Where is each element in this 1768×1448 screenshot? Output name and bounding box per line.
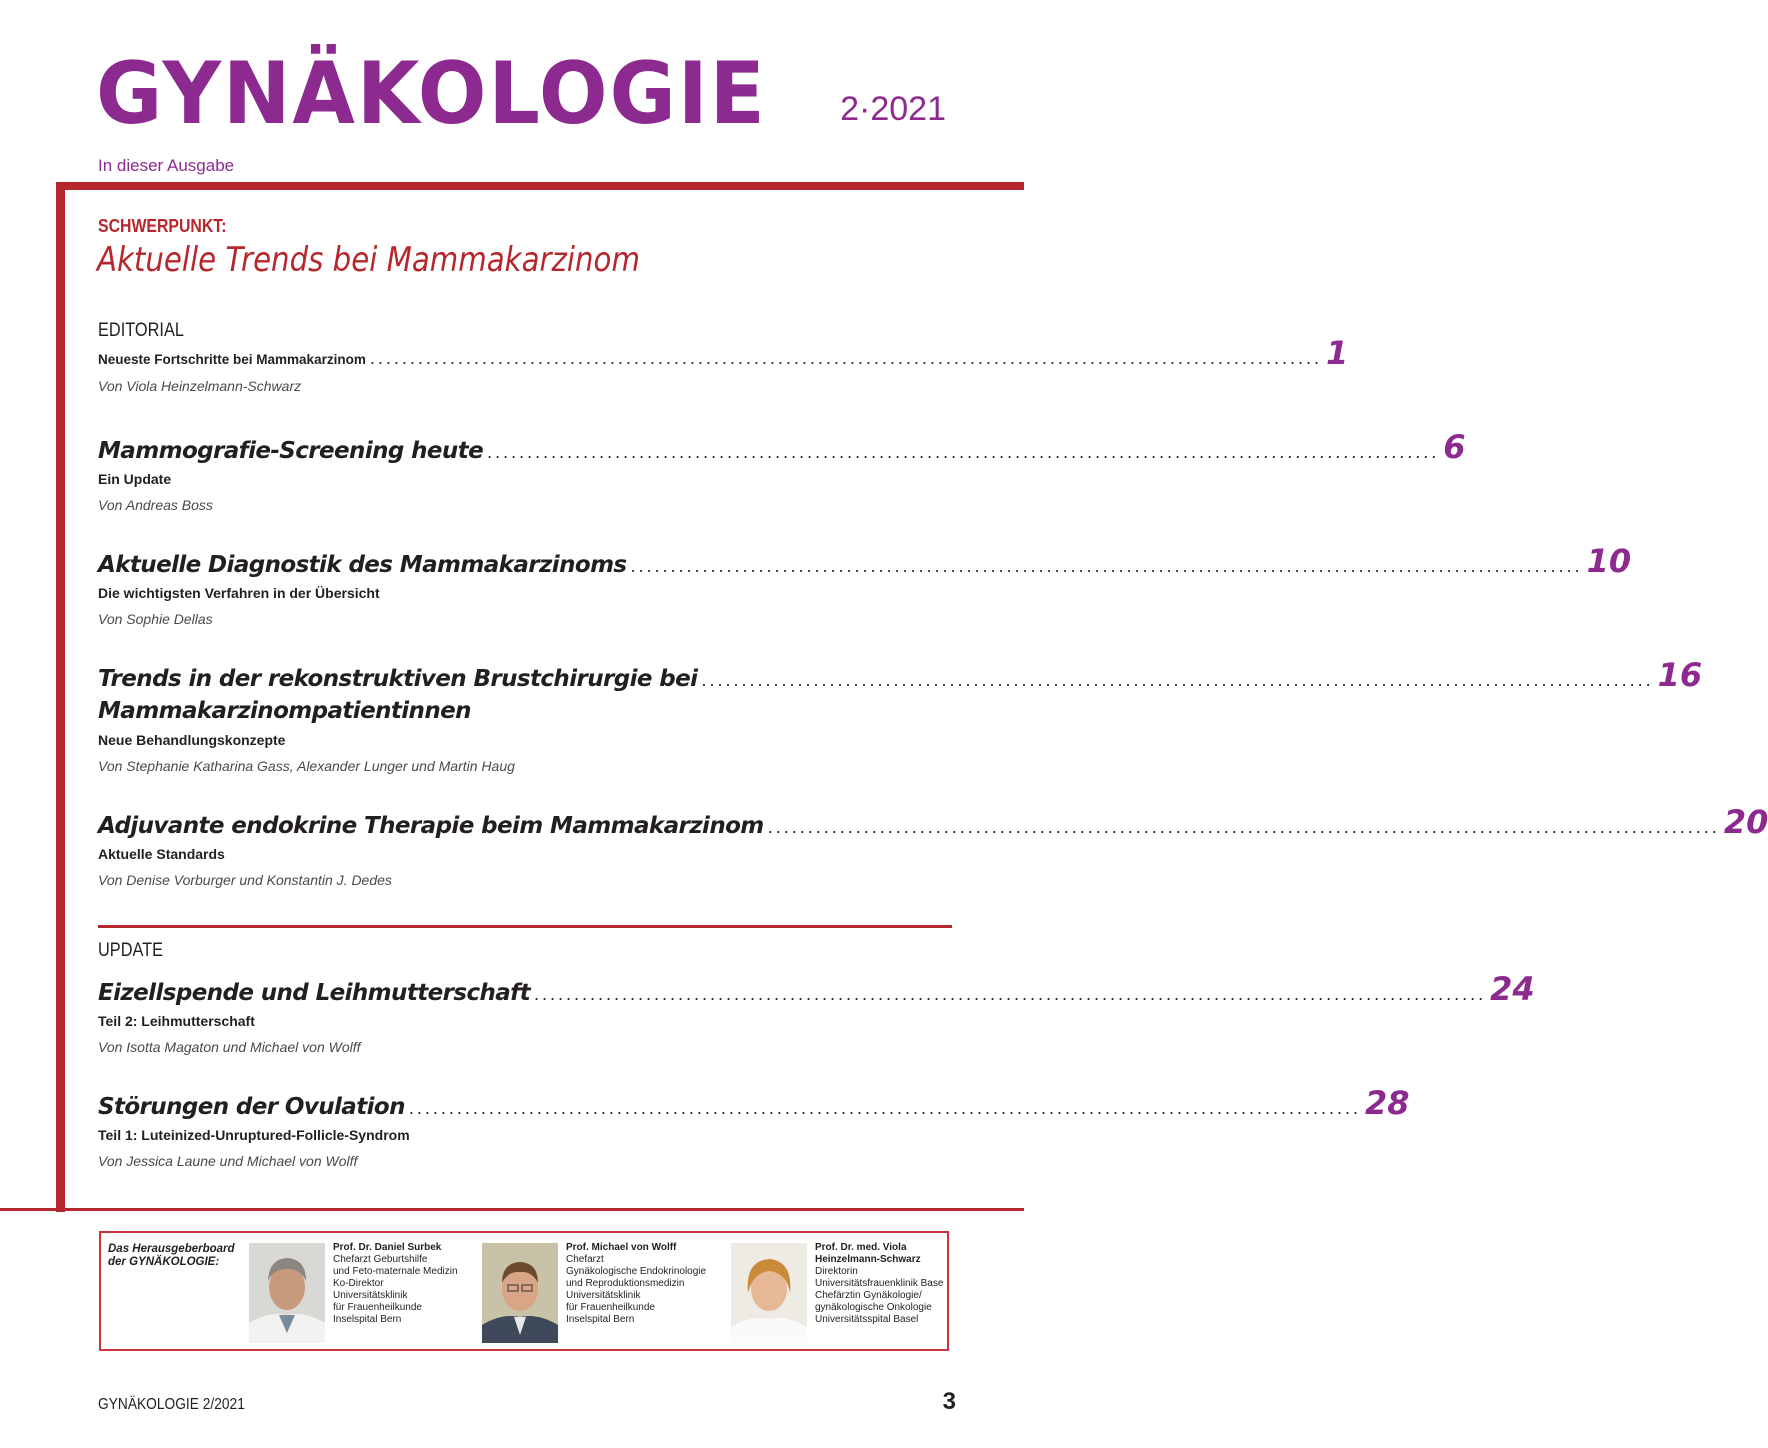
toc-author: Von Isotta Magaton und Michael von Wolff (98, 1039, 361, 1055)
member-line: für Frauenheilkunde (333, 1302, 422, 1313)
leader-dots: ....................................................................................................................... (533, 984, 1487, 1004)
toc-entry-diagnostik[interactable] (98, 542, 1632, 580)
member-line: und Feto-maternale Medizin (333, 1266, 458, 1277)
toc-page-number: 24 (1490, 970, 1535, 1008)
toc-page-number: 20 (1723, 803, 1768, 841)
toc-subtitle: Teil 1: Luteinized-Unruptured-Follicle-Syndrom (98, 1127, 410, 1143)
leader-dots: ....................................................................................................................... (701, 670, 1654, 690)
toc-subtitle: Aktuelle Standards (98, 846, 225, 862)
footer-journal: GYNÄKOLOGIE 2/2021 (98, 1396, 245, 1413)
issue-number: 2·2021 (840, 90, 946, 128)
member-line: Chefärztin Gynäkologie/ (815, 1290, 922, 1301)
toc-subtitle: Die wichtigsten Verfahren in der Übersicht (98, 585, 380, 601)
board-member-surbek (333, 1242, 498, 1326)
toc-title: Störungen der Ovulation (98, 1094, 405, 1120)
board-label: Das Herausgeberboard der GYNÄKOLOGIE: (108, 1243, 235, 1268)
toc-author: Von Denise Vorburger und Konstantin J. Dedes (98, 872, 392, 888)
toc-entry-eizellspende[interactable] (98, 970, 1535, 1008)
journal-title: GYNÄKOLOGIE (96, 44, 767, 144)
toc-title: Eizellspende und Leihmutterschaft (98, 980, 530, 1006)
toc-author: Von Jessica Laune und Michael von Wolff (98, 1153, 358, 1169)
toc-entry-mammografie[interactable] (98, 428, 1466, 466)
toc-title: Adjuvante endokrine Therapie beim Mammakarzinom (98, 813, 764, 839)
toc-page-number: 10 (1586, 542, 1632, 580)
portrait-photo (482, 1243, 558, 1343)
member-name-line2: Heinzelmann-Schwarz (815, 1254, 921, 1265)
focus-label: SCHWERPUNKT: (98, 216, 227, 236)
toc-author: Von Andreas Boss (98, 497, 213, 513)
toc-author: Von Stephanie Katharina Gass, Alexander Lunger und Martin Haug (98, 758, 515, 774)
section-divider (98, 925, 952, 928)
toc-subtitle: Teil 2: Leihmutterschaft (98, 1013, 255, 1029)
portrait-photo (249, 1243, 325, 1343)
member-name: Prof. Dr. Daniel Surbek (333, 1242, 442, 1253)
toc-page-number: 16 (1657, 656, 1703, 694)
toc-title: Aktuelle Diagnostik des Mammakarzinoms (98, 552, 627, 578)
member-name: Prof. Michael von Wolff (566, 1242, 677, 1253)
member-line: Inselspital Bern (333, 1314, 402, 1325)
toc-page-number: 28 (1365, 1084, 1410, 1122)
toc-title: Neueste Fortschritte bei Mammakarzinom (98, 352, 366, 367)
member-line: Chefarzt (566, 1254, 604, 1265)
member-line: für Frauenheilkunde (566, 1302, 655, 1313)
leader-dots: ....................................................................................................................... (630, 556, 1583, 576)
toc-entry-adjuvante[interactable] (98, 803, 1768, 841)
toc-subtitle: Ein Update (98, 471, 172, 487)
member-line: Gynäkologische Endokrinologie (566, 1266, 707, 1277)
member-line: Ko-Direktor (333, 1278, 384, 1289)
leader-dots: ....................................................................................................................... (408, 1098, 1362, 1118)
section-update: UPDATE (98, 940, 164, 961)
frame-bottom-rule (0, 1208, 1024, 1211)
member-line: Direktorin (815, 1266, 858, 1277)
leader-dots: ....................................................................................................................... (369, 348, 1322, 368)
section-editorial: EDITORIAL (98, 320, 184, 341)
toc-page-number: 6 (1443, 428, 1466, 466)
toc-entry-brustchirurgie[interactable] (98, 656, 1703, 694)
toc-title: Mammografie-Screening heute (98, 438, 484, 464)
member-line: Universitätsklinik (566, 1290, 641, 1301)
toc-entry-ovulation[interactable] (98, 1084, 1410, 1122)
toc-author: Von Sophie Dellas (98, 611, 213, 627)
member-line: Universitätsspital Basel (815, 1314, 919, 1325)
focus-title: Aktuelle Trends bei Mammakarzinom (97, 240, 640, 280)
toc-subtitle: Neue Behandlungskonzepte (98, 732, 286, 748)
frame-left-rule (56, 182, 65, 1212)
leader-dots: ....................................................................................................................... (487, 442, 1440, 462)
leader-dots: ....................................................................................................................... (767, 817, 1720, 837)
member-line: gynäkologische Onkologie (815, 1302, 932, 1313)
member-line: Chefarzt Geburtshilfe (333, 1254, 428, 1265)
footer-page-number: 3 (942, 1388, 956, 1415)
editorial-board-box (99, 1231, 949, 1351)
toc-page-number: 1 (1325, 334, 1349, 372)
member-line: und Reproduktionsmedizin (566, 1278, 685, 1289)
toc-entry-editorial[interactable] (98, 334, 1349, 372)
frame-top-rule (56, 182, 1024, 190)
portrait-photo (731, 1243, 807, 1343)
toc-title: Trends in der rekonstruktiven Brustchirurgie bei (98, 666, 698, 692)
member-name: Prof. Dr. med. Viola (815, 1242, 907, 1253)
member-line: Inselspital Bern (566, 1314, 635, 1325)
toc-title-line2: Mammakarzinompatientinnen (98, 698, 471, 724)
toc-author: Von Viola Heinzelmann-Schwarz (98, 378, 302, 394)
in-this-issue-label: In dieser Ausgabe (98, 156, 235, 175)
member-line: Universitätsfrauenklinik Base (815, 1278, 944, 1289)
board-member-von-wolff (566, 1242, 731, 1326)
member-line: Universitätsklinik (333, 1290, 408, 1301)
board-member-heinzelmann (815, 1242, 945, 1326)
